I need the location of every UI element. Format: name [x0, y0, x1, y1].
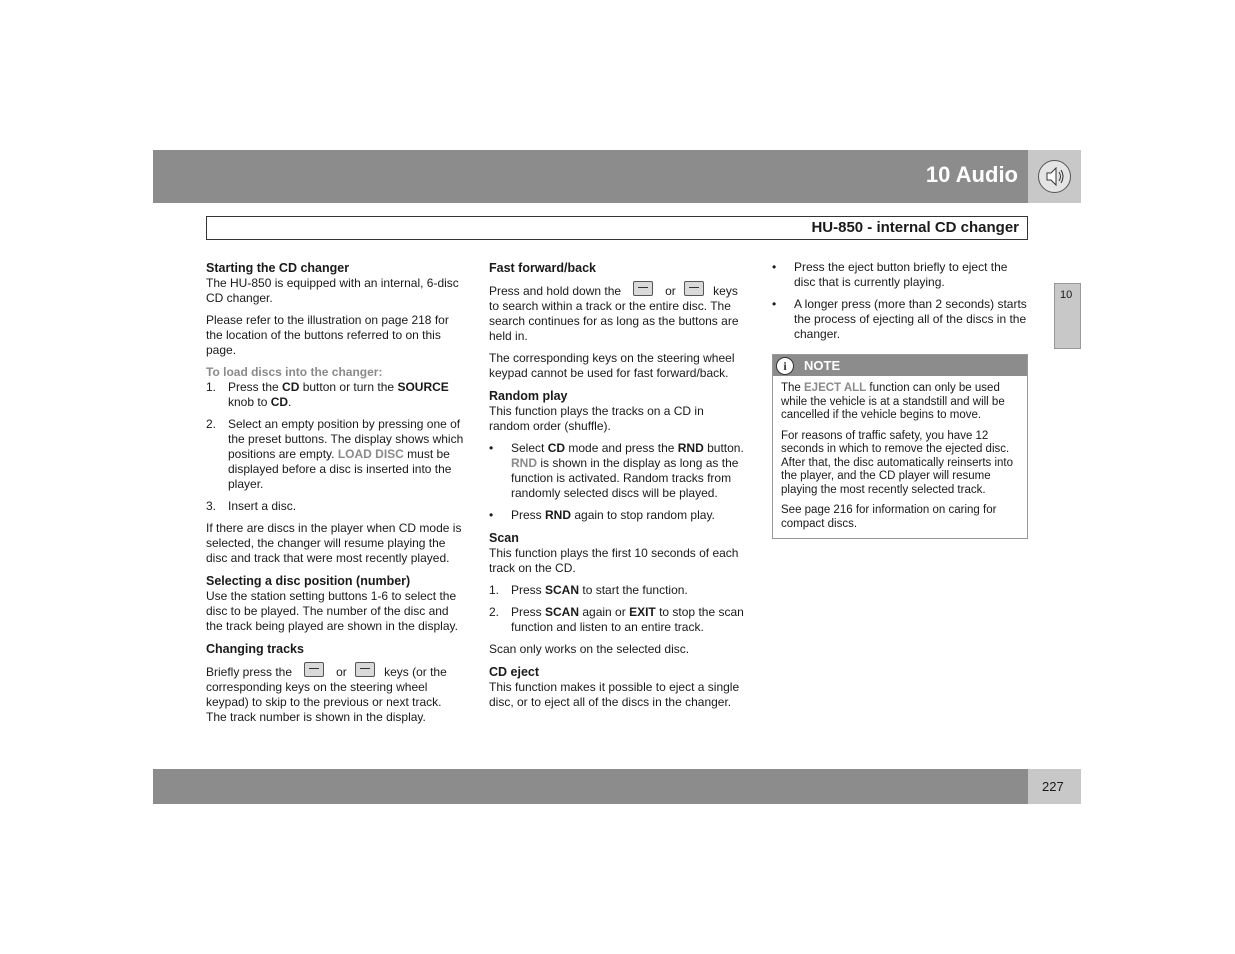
next-track-key-icon: [355, 662, 375, 677]
note-paragraph: The EJECT ALL function can only be used while the vehicle is at a standstill and will be cancelled if the vehicle begins to move.: [781, 382, 1005, 421]
footer-bar: [153, 769, 1028, 804]
scan-steps-list: [489, 583, 747, 635]
note-body: [773, 376, 1027, 531]
chapter-header-bar: [153, 150, 1028, 203]
info-icon: i: [776, 357, 794, 375]
page-number: 227: [1042, 779, 1064, 794]
paragraph: Please refer to the illustration on page 218 for the location of the buttons referred to on this page.: [206, 313, 449, 357]
paragraph: The corresponding keys on the steering wheel keypad cannot be used for fast forward/back.: [489, 351, 735, 380]
list-item: 2. Select an empty position by pressing one of the preset buttons. The display shows which positions are empty. LOAD DISC must be displayed before a disc is inserted into the player.: [206, 417, 464, 491]
random-bullets: [489, 441, 747, 523]
section-title-box: [206, 216, 1028, 240]
eject-bullets: [772, 260, 1028, 342]
heading-cd-eject: CD eject: [489, 665, 540, 679]
list-item: • Press RND again to stop random play.: [489, 508, 715, 522]
list-item: • Select CD mode and press the RND button. RND is shown in the display as long as the function is activated. Random tracks from randomly selected discs will be played.: [489, 441, 744, 500]
list-item: 1. Press the CD button or turn the SOURCE knob to CD.: [206, 380, 449, 409]
chapter-title: 10 Audio: [925, 162, 1018, 187]
note-header: [773, 355, 1027, 376]
heading-random-play: Random play: [489, 389, 568, 403]
list-item: 3. Insert a disc.: [206, 499, 297, 513]
chapter-tab-number: 10: [1060, 289, 1073, 301]
list-item: 1. Press SCAN to start the function.: [489, 583, 688, 597]
paragraph: Use the station setting buttons 1-6 to select the disc to be played. The number of the disc and the track being played are shown in the display.: [206, 589, 458, 633]
note-paragraph: See page 216 for information on caring for compact discs.: [781, 504, 997, 530]
speaker-icon: [1038, 160, 1071, 193]
paragraph: This function plays the first 10 seconds of each track on the CD.: [489, 546, 739, 575]
load-steps-list: [206, 380, 464, 514]
list-item: 2. Press SCAN again or EXIT to stop the scan function and listen to an entire track.: [489, 605, 744, 634]
subheading-load-discs: To load discs into the changer:: [206, 365, 383, 379]
heading-selecting-disc: Selecting a disc position (number): [206, 574, 411, 588]
list-item: • Press the eject button briefly to eject the disc that is currently playing.: [772, 260, 1008, 289]
column-3: [772, 260, 1028, 539]
note-box: [772, 354, 1028, 539]
list-item: • A longer press (more than 2 seconds) starts the process of ejecting all of the discs in the changer.: [772, 297, 1027, 341]
heading-scan: Scan: [489, 531, 519, 545]
note-paragraph: For reasons of traffic safety, you have 12 seconds in which to remove the ejected disc. After that, the disc automatically reinserts into the player, and the CD player will resume playing the most recently selected track.: [781, 429, 1014, 496]
prev-track-key-icon: [304, 662, 324, 677]
paragraph: The HU-850 is equipped with an internal, 6-disc CD changer.: [206, 276, 459, 305]
forward-key-icon: [684, 281, 704, 296]
chapter-icon-box: [1028, 150, 1081, 203]
heading-fast-forward: Fast forward/back: [489, 261, 596, 275]
chapter-side-tab: [1054, 283, 1081, 349]
rewind-key-icon: [633, 281, 653, 296]
paragraph: Scan only works on the selected disc.: [489, 642, 690, 656]
page-number-box: [1028, 769, 1081, 804]
note-label: NOTE: [804, 358, 841, 373]
paragraph: Press and hold down the or keys to search within a track or the entire disc. The search continues for as long as the buttons are held in.: [489, 281, 747, 344]
column-1: [206, 260, 464, 732]
column-2: [489, 260, 747, 717]
paragraph: This function makes it possible to eject a single disc, or to eject all of the discs in the changer.: [489, 680, 740, 709]
heading-changing-tracks: Changing tracks: [206, 642, 304, 656]
paragraph: Briefly press the or keys (or the corresponding keys on the steering wheel keypad) to skip to the previous or next track. The track number is shown in the display.: [206, 662, 464, 725]
heading-starting-cd-changer: Starting the CD changer: [206, 261, 350, 275]
paragraph: If there are discs in the player when CD mode is selected, the changer will resume playing the disc and track that were most recently played.: [206, 521, 462, 565]
paragraph: This function plays the tracks on a CD in random order (shuffle).: [489, 404, 704, 433]
section-title: HU-850 - internal CD changer: [811, 219, 1019, 236]
